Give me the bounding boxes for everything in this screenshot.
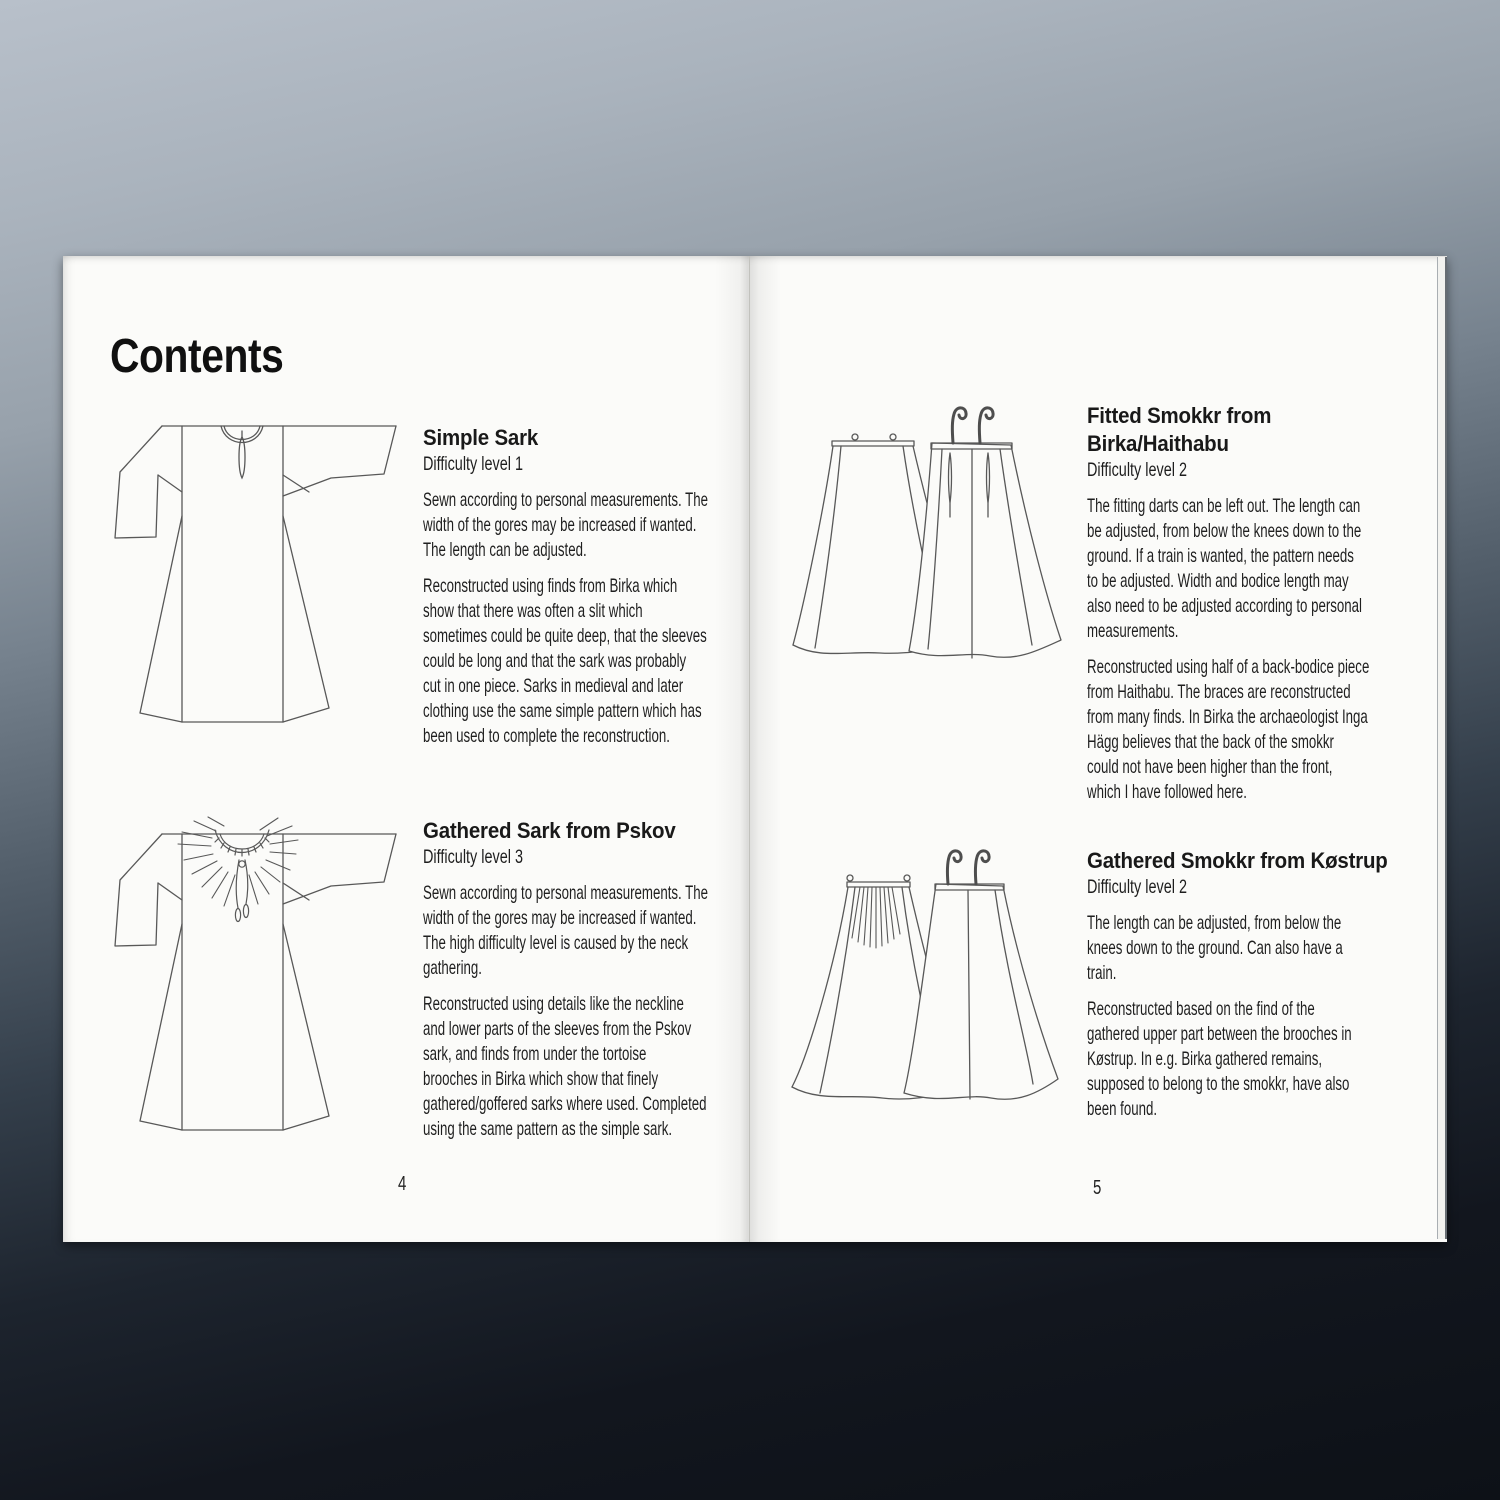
entry-paragraph: [1087, 911, 1476, 986]
text-line: been found.: [1087, 1098, 1158, 1120]
text-line: clothing use the same simple pattern which has: [423, 700, 702, 722]
text-line: Sewn according to personal measurements. The: [423, 882, 709, 904]
keyhole-neckline: [221, 426, 263, 478]
text-line: sometimes could be quite deep, that the sleeves: [423, 625, 707, 647]
entry-gathered-smokkr: [1087, 847, 1476, 1122]
page-number-right: 5: [1093, 1177, 1102, 1199]
text-line: Sewn according to personal measurements. The: [423, 489, 709, 511]
text-line: gathered upper part between the brooches in: [1087, 1023, 1352, 1045]
text-line: Reconstructed using half of a back-bodice piece: [1087, 656, 1370, 678]
entry-paragraph: [423, 992, 842, 1142]
contents-title: Contents: [110, 330, 284, 383]
text-line: width of the gores may be increased if wanted.: [423, 514, 697, 536]
entry-gathered-sark: [423, 817, 842, 1142]
brace-hooks: [952, 408, 993, 443]
text-line: Reconstructed based on the find of the: [1087, 998, 1315, 1020]
text-line: ground. If a train is wanted, the pattern needs: [1087, 545, 1354, 567]
text-line: could be long and that the sark was probably: [423, 650, 687, 672]
text-line: train.: [1087, 962, 1117, 984]
entry-difficulty: Difficulty level 1: [423, 453, 523, 475]
brace-hooks: [947, 851, 989, 884]
text-line: gathering.: [423, 957, 482, 979]
entry-difficulty: Difficulty level 2: [1087, 876, 1187, 898]
text-line: from many finds. In Birka the archaeologist Inga: [1087, 706, 1368, 728]
entry-heading-line-1: Fitted Smokkr from: [1087, 403, 1272, 428]
entry-paragraph: [1087, 997, 1476, 1122]
sunburst-gathering-lines: [178, 817, 298, 906]
entry-paragraph: [423, 881, 842, 981]
gathered-sark-pskov-illustration: [112, 816, 404, 1162]
text-line: width of the gores may be increased if wanted.: [423, 907, 697, 929]
text-line: be adjusted, from below the knees down to the: [1087, 520, 1362, 542]
text-line: Køstrup. In e.g. Birka gathered remains,: [1087, 1048, 1323, 1070]
text-line: and lower parts of the sleeves from the Pskov: [423, 1018, 692, 1040]
text-line: The fitting darts can be left out. The length can: [1087, 495, 1361, 517]
text-line: cut in one piece. Sarks in medieval and later: [423, 675, 684, 697]
text-line: using the same pattern as the simple sark.: [423, 1118, 673, 1140]
entry-paragraph: [423, 488, 842, 563]
simple-sark-illustration: [112, 422, 404, 754]
page-number-left: 4: [398, 1173, 407, 1195]
entry-heading: Gathered Sark from Pskov: [423, 818, 676, 843]
text-line: The length can be adjusted, from below the: [1087, 912, 1342, 934]
text-line: also need to be adjusted according to personal: [1087, 595, 1362, 617]
entry-difficulty: Difficulty level 2: [1087, 459, 1187, 481]
neck-ties: [235, 860, 248, 922]
text-line: been used to complete the reconstruction.: [423, 725, 670, 747]
entry-fitted-smokkr: [1087, 402, 1500, 805]
text-line: gathered/goffered sarks where used. Completed: [423, 1093, 707, 1115]
smokkr-front-view: [909, 443, 1061, 658]
text-line: Hägg believes that the back of the smokkr: [1087, 731, 1334, 753]
text-line: could not have been higher than the front,: [1087, 756, 1333, 778]
text-line: The high difficulty level is caused by the neck: [423, 932, 689, 954]
text-line: brooches in Birka which show that finely: [423, 1068, 659, 1090]
text-line: The length can be adjusted.: [423, 539, 587, 561]
gathered-smokkr-illustration: [790, 846, 1090, 1118]
text-line: to be adjusted. Width and bodice length may: [1087, 570, 1349, 592]
text-line: sark, and finds from under the tortoise: [423, 1043, 647, 1065]
text-line: Reconstructed using finds from Birka which: [423, 575, 678, 597]
text-line: Reconstructed using details like the neckline: [423, 993, 684, 1015]
book-spread: [63, 256, 1447, 1242]
text-line: show that there was often a slit which: [423, 600, 643, 622]
fitted-smokkr-illustration: [792, 399, 1077, 671]
entry-paragraph: [1087, 494, 1500, 644]
entry-heading: Simple Sark: [423, 425, 539, 450]
entry-difficulty: Difficulty level 3: [423, 846, 523, 868]
entry-paragraph: [1087, 655, 1500, 805]
text-line: from Haithabu. The braces are reconstructed: [1087, 681, 1351, 703]
entry-heading: Gathered Smokkr from Køstrup: [1087, 848, 1388, 873]
text-line: supposed to belong to the smokkr, have also: [1087, 1073, 1350, 1095]
text-line: knees down to the ground. Can also have a: [1087, 937, 1343, 959]
text-line: which I have followed here.: [1087, 781, 1247, 803]
entry-paragraph: [423, 574, 842, 749]
entry-simple-sark: [423, 424, 842, 749]
entry-heading-line-2: Birka/Haithabu: [1087, 431, 1229, 456]
text-line: measurements.: [1087, 620, 1179, 642]
smokkr-front-view: [904, 884, 1058, 1099]
